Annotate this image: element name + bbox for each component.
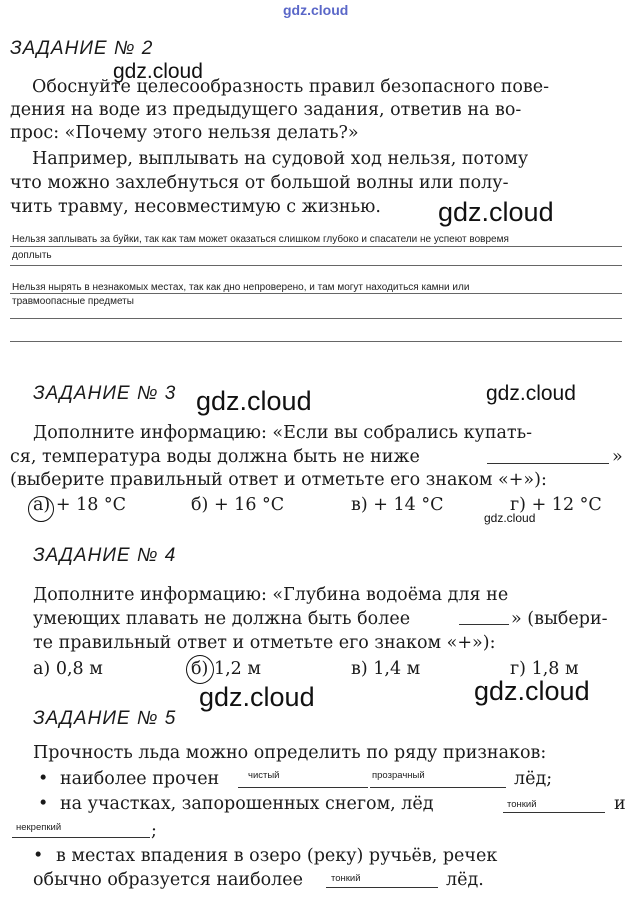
task3-option-b <box>191 494 284 516</box>
selected-answer-circle <box>28 496 54 522</box>
task5-bullet3-end: лёд. <box>446 870 484 890</box>
task4-option-d <box>510 658 579 680</box>
fill-in-line <box>370 787 506 788</box>
option-value: + 16 °С <box>213 495 285 515</box>
watermark: gdz.cloud <box>484 511 536 525</box>
task5-bullet1-end: лёд; <box>514 769 553 789</box>
option-label: в) <box>351 495 368 515</box>
option-value: 1,8 м <box>531 659 579 679</box>
bullet: • <box>38 769 49 789</box>
option-value: + 12 °С <box>531 495 602 515</box>
answer-rule <box>10 341 622 342</box>
task3-blank <box>487 463 609 464</box>
option-value: 1,4 м <box>373 659 421 679</box>
option-label: б) <box>191 495 209 515</box>
fill-in-answer: тонкий <box>507 799 537 810</box>
task3-text-line: (выберите правильный ответ и отметьте его знаком «+»): <box>10 470 547 490</box>
option-label: г) <box>510 659 526 679</box>
answer-rule <box>10 318 622 319</box>
task2-answer-line: Нельзя нырять в незнакомых местах, так как дно непроверено, и там могут находиться камни или <box>12 282 470 293</box>
task2-text-line: Например, выплывать на судовой ход нельзя, потому <box>32 149 529 169</box>
selected-answer-circle <box>186 655 214 684</box>
watermark: gdz.cloud <box>113 60 203 83</box>
watermark: gdz.cloud <box>199 682 315 712</box>
task2-heading: ЗАДАНИЕ № 2 <box>10 38 154 59</box>
watermark: gdz.cloud <box>474 676 590 706</box>
task5-heading: ЗАДАНИЕ № 5 <box>33 708 177 729</box>
option-label: б) <box>191 659 209 679</box>
task5-bullet3-text: обычно образуется наиболее <box>33 870 303 890</box>
option-value: 1,2 м <box>213 659 261 679</box>
option-value: + 14 °С <box>373 495 444 515</box>
option-label: в) <box>351 659 368 679</box>
task4-text-line: умеющих плавать не должна быть более <box>33 609 411 629</box>
option-label: г) <box>510 495 526 515</box>
task5-bullet2-and: и <box>614 794 626 814</box>
task4-text-line: » (выбери- <box>511 609 608 629</box>
task2-text-line: что можно захлебнуться от большой волны или полу- <box>10 173 509 193</box>
fill-in-answer: чистый <box>248 770 280 781</box>
task4-heading: ЗАДАНИЕ № 4 <box>33 545 177 566</box>
fill-in-answer: прозрачный <box>372 770 425 781</box>
task5-bullet3-text: в местах впадения в озеро (реку) ручьёв, речек <box>56 846 498 866</box>
fill-in-answer: тонкий <box>331 873 361 884</box>
task3-text-line: ся, температура воды должна быть не ниже <box>10 447 420 467</box>
task2-text-line: Обоснуйте целесообразность правил безопасного пове- <box>32 77 550 97</box>
watermark-top: gdz.cloud <box>283 2 349 18</box>
watermark: gdz.cloud <box>486 382 576 405</box>
fill-in-line <box>238 787 368 788</box>
task4-option-c <box>351 658 420 680</box>
task4-text-line: те правильный ответ и отметьте его знаком «+»): <box>33 633 496 653</box>
option-label: а) <box>33 495 51 515</box>
fill-in-answer: некрепкий <box>16 822 62 833</box>
task5-intro: Прочность льда можно определить по ряду признаков: <box>33 743 547 763</box>
task2-text-line: прос: «Почему этого нельзя делать?» <box>10 123 359 143</box>
fill-in-line <box>12 837 150 838</box>
option-label: а) <box>33 659 51 679</box>
answer-rule <box>10 293 622 294</box>
task3-quote-close: » <box>612 447 623 467</box>
task3-heading: ЗАДАНИЕ № 3 <box>33 383 177 404</box>
answer-rule <box>10 246 622 247</box>
task5-bullet1-text: наиболее прочен <box>60 769 220 789</box>
task3-text-line: Дополните информацию: «Если вы собрались купать- <box>33 423 533 443</box>
task4-text-line: Дополните информацию: «Глубина водоёма для не <box>33 585 509 605</box>
fill-in-line <box>503 812 605 813</box>
task5-bullet2-end: ; <box>151 821 157 841</box>
task2-text-line: чить травму, несовместимую с жизнью. <box>10 197 381 217</box>
task3-option-d <box>510 494 602 516</box>
task4-option-a <box>33 658 103 680</box>
task4-blank <box>459 624 509 625</box>
task2-text-line: дения на воде из предыдущего задания, ответив на во- <box>10 100 522 120</box>
option-value: + 18 °С <box>55 495 127 515</box>
task3-option-c <box>351 494 443 516</box>
answer-rule <box>10 265 622 266</box>
bullet: • <box>38 794 49 814</box>
task2-answer-line: Нельзя заплывать за буйки, так как там может оказаться слишком глубоко и спасатели не успеют вовремя <box>12 234 509 245</box>
fill-in-line <box>326 887 438 888</box>
bullet: • <box>33 846 44 866</box>
task5-bullet2-text: на участках, запорошенных снегом, лёд <box>60 794 434 814</box>
option-value: 0,8 м <box>55 659 103 679</box>
watermark: gdz.cloud <box>196 386 312 416</box>
watermark: gdz.cloud <box>438 197 554 227</box>
task2-answer-line: травмоопасные предметы <box>12 296 134 307</box>
task2-answer-line: доплыть <box>12 250 52 261</box>
